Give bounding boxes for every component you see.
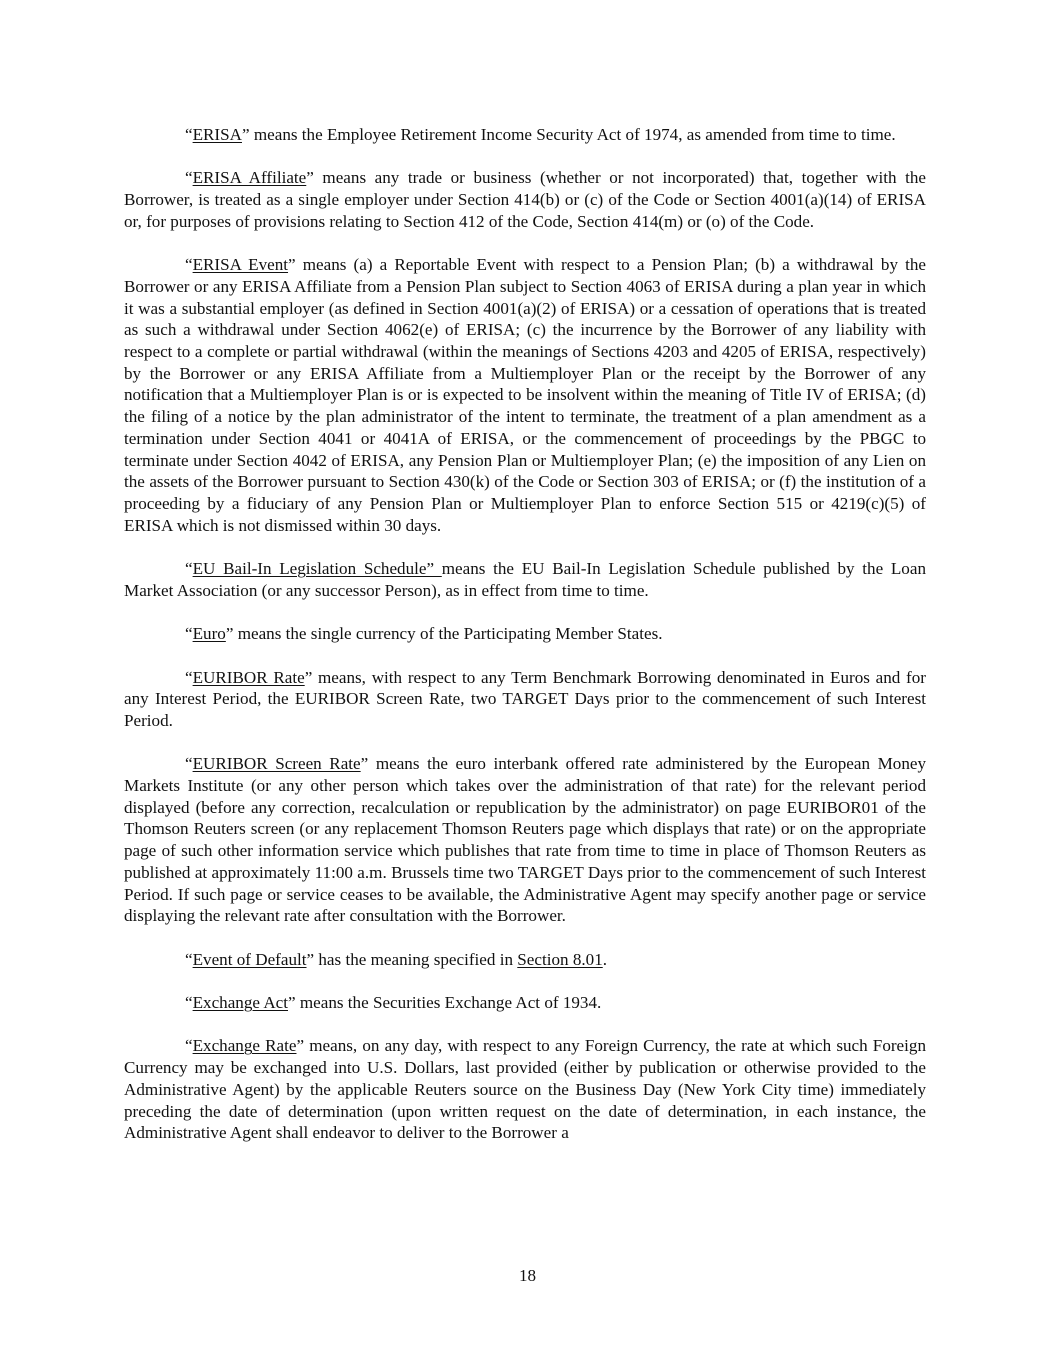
definition-text: means the Securities Exchange Act of 1934. [295, 993, 602, 1012]
definition-text: means the single currency of the Participating Member States. [233, 624, 663, 644]
definition-text: means the euro interbank offered rate administered by the European Money Markets Institute (or any other person which takes over the administration of that rate) for the relevant period displayed (before any correction, recalculation or republication by the administrator) on page EURIBOR01 of the Thomson Reuters screen (or any replacement Thomson Reuters page which displays that rate) or on the appropriate page of such other information service which publishes that rate from time to time in place of Thomson Reuters as published at approximately 11:00 a.m. Brussels time two TARGET Days prior to the commencement of such Interest Period. If such page or service ceases to be available, the Administrative Agent may specify another page or service displaying the relevant rate after consultation with the Borrower. [124, 754, 927, 926]
defined-term: ERISA Event [192, 255, 289, 275]
page-number: 18 [518, 1266, 537, 1285]
defined-term: ERISA [192, 125, 242, 144]
defined-term: Exchange Act [192, 993, 288, 1012]
defined-term: ERISA Affiliate [192, 168, 307, 188]
definition-text: has the meaning specified in [314, 949, 518, 969]
defined-term: EURIBOR Rate [192, 667, 305, 687]
definition-eu-bail-in-schedule: “EU Bail-In Legislation Schedule” means the EU Bail-In Legislation Schedule published by the Loan Market Association (or any successor Person), as in effect from time to time. [124, 559, 926, 600]
defined-term: Euro [192, 624, 226, 644]
section-reference: Section 8.01 [517, 949, 603, 969]
defined-term: Exchange Rate [192, 1036, 297, 1056]
definition-event-of-default: “Event of Default” has the meaning specified in Section 8.01. [185, 949, 608, 969]
defined-term: EURIBOR Screen Rate [192, 754, 361, 774]
document-body [124, 124, 926, 1166]
definition-exchange-act: “Exchange Act” means the Securities Exchange Act of 1934. [185, 993, 602, 1012]
definition-text: means, on any day, with respect to any Foreign Currency, the rate at which such Foreign Currency may be exchanged into U.S. Dollars, last provided (either by publication or otherwise provided to the Administrative Agent) by the applicable Reuters source on the Business Day (New York City time) immediately preceding the date of determination (upon written request on the date of determination, in each instance, the Administrative Agent shall endeavor to deliver to the Borrower a [124, 1036, 926, 1143]
definition-erisa: “ERISA” means the Employee Retirement Income Security Act of 1974, as amended from time to time. [185, 125, 896, 144]
definition-text: means any trade or business (whether or not incorporated) that, together with the Borrower, is treated as a single employer under Section 414(b) or (c) of the Code or Section 4001(a)(14) of ERISA or, for purposes of provisions relating to Section 412 of the Code, Section 414(m) or (o) of the Code. [124, 168, 926, 231]
definition-exchange-rate: “Exchange Rate” means, on any day, with respect to any Foreign Currency, the rate at which such Foreign Currency may be exchanged into U.S. Dollars, last provided (either by publication or otherwise provided to the Administrative Agent) by the applicable Reuters source on the Business Day (New York City time) immediately preceding the date of determination (upon written request on the date of determination, in each instance, the Administrative Agent shall endeavor to deliver to the Borrower a [124, 1036, 926, 1143]
definition-text: means the Employee Retirement Income Security Act of 1974, as amended from time to time. [249, 125, 896, 144]
defined-term: Event of Default [192, 949, 307, 969]
definition-text-tail: . [602, 949, 608, 969]
definition-erisa-event: “ERISA Event” means (a) a Reportable Event with respect to a Pension Plan; (b) a withdrawal by the Borrower or any ERISA Affiliate from a Pension Plan subject to Section 4063 of ERISA during a plan year in which it was a substantial employer (as defined in Section 4001(a)(2) of ERISA) or a cessation of operations that is treated as such a withdrawal under Section 4062(e) of ERISA; (c) the incurrence by the Borrower of any liability with respect to a complete or partial withdrawal (within the meanings of Sections 4203 and 4205 of ERISA, respectively) by the Borrower or any ERISA Affiliate from a Multiemployer Plan or the receipt by the Borrower of any notification that a Multiemployer Plan is or is expected to be insolvent within the meaning of Title IV of ERISA; (d) the filing of a notice by the plan administrator of the intent to terminate, the treatment of a plan amendment as a termination under Section 4041 or 4041A of ERISA, or the commencement of proceedings by the PBGC to terminate under Section 4042 of ERISA, any Pension Plan or Multiemployer Plan; (e) the imposition of any Lien on the assets of the Borrower pursuant to Section 430(k) of the Code or Section 303 of ERISA; or (f) the institution of a proceeding by a fiduciary of any Pension Plan or Multiemployer Plan to enforce Section 515 or 4219(c)(5) of ERISA which is not dismissed within 30 days. [124, 255, 926, 535]
definition-erisa-affiliate: “ERISA Affiliate” means any trade or business (whether or not incorporated) that, together with the Borrower, is treated as a single employer under Section 414(b) or (c) of the Code or Section 4001(a)(14) of ERISA or, for purposes of provisions relating to Section 412 of the Code, Section 414(m) or (o) of the Code. [124, 168, 926, 231]
definition-text: means the EU Bail-In Legislation Schedule published by the Loan Market Association (or any successor Person), as in effect from time to time. [124, 559, 926, 600]
defined-term: EU Bail-In Legislation Schedule” [192, 559, 442, 579]
definition-euribor-screen-rate: “EURIBOR Screen Rate” means the euro interbank offered rate administered by the European Money Markets Institute (or any other person which takes over the administration of that rate) for the relevant period displayed (before any correction, recalculation or republication by the administrator) on page EURIBOR01 of the Thomson Reuters screen (or any replacement Thomson Reuters page which displays that rate) or on the appropriate page of such other information service which publishes that rate from time to time in place of Thomson Reuters as published at approximately 11:00 a.m. Brussels time two TARGET Days prior to the commencement of such Interest Period. If such page or service ceases to be available, the Administrative Agent may specify another page or service displaying the relevant rate after consultation with the Borrower. [124, 754, 927, 926]
definition-text: means (a) a Reportable Event with respect to a Pension Plan; (b) a withdrawal by the Borrower or any ERISA Affiliate from a Pension Plan subject to Section 4063 of ERISA during a plan year in which it was a substantial employer (as defined in Section 4001(a)(2) of ERISA) or a cessation of operations that is treated as such a withdrawal under Section 4062(e) of ERISA; (c) the incurrence by the Borrower of any liability with respect to a complete or partial withdrawal (within the meanings of Sections 4203 and 4205 of ERISA, respectively) by the Borrower or any ERISA Affiliate from a Multiemployer Plan or the receipt by the Borrower of any notification that a Multiemployer Plan is or is expected to be insolvent within the meaning of Title IV of ERISA; (d) the filing of a notice by the plan administrator of the intent to terminate, the treatment of a plan amendment as a termination under Section 4041 or 4041A of ERISA, or the commencement of proceedings by the PBGC to terminate under Section 4042 of ERISA, any Pension Plan or Multiemployer Plan; (e) the imposition of any Lien on the assets of the Borrower pursuant to Section 430(k) of the Code or Section 303 of ERISA; or (f) the institution of a proceeding by a fiduciary of any Pension Plan or Multiemployer Plan to enforce Section 515 or 4219(c)(5) of ERISA which is not dismissed within 30 days. [124, 255, 926, 535]
definition-euro: “Euro” means the single currency of the Participating Member States. [185, 624, 663, 644]
definition-euribor-rate: “EURIBOR Rate” means, with respect to any Term Benchmark Borrowing denominated in Euros and for any Interest Period, the EURIBOR Screen Rate, two TARGET Days prior to the commencement of such Interest Period. [124, 667, 926, 730]
definition-text: means, with respect to any Term Benchmark Borrowing denominated in Euros and for any Interest Period, the EURIBOR Screen Rate, two TARGET Days prior to the commencement of such Interest Period. [124, 667, 926, 730]
